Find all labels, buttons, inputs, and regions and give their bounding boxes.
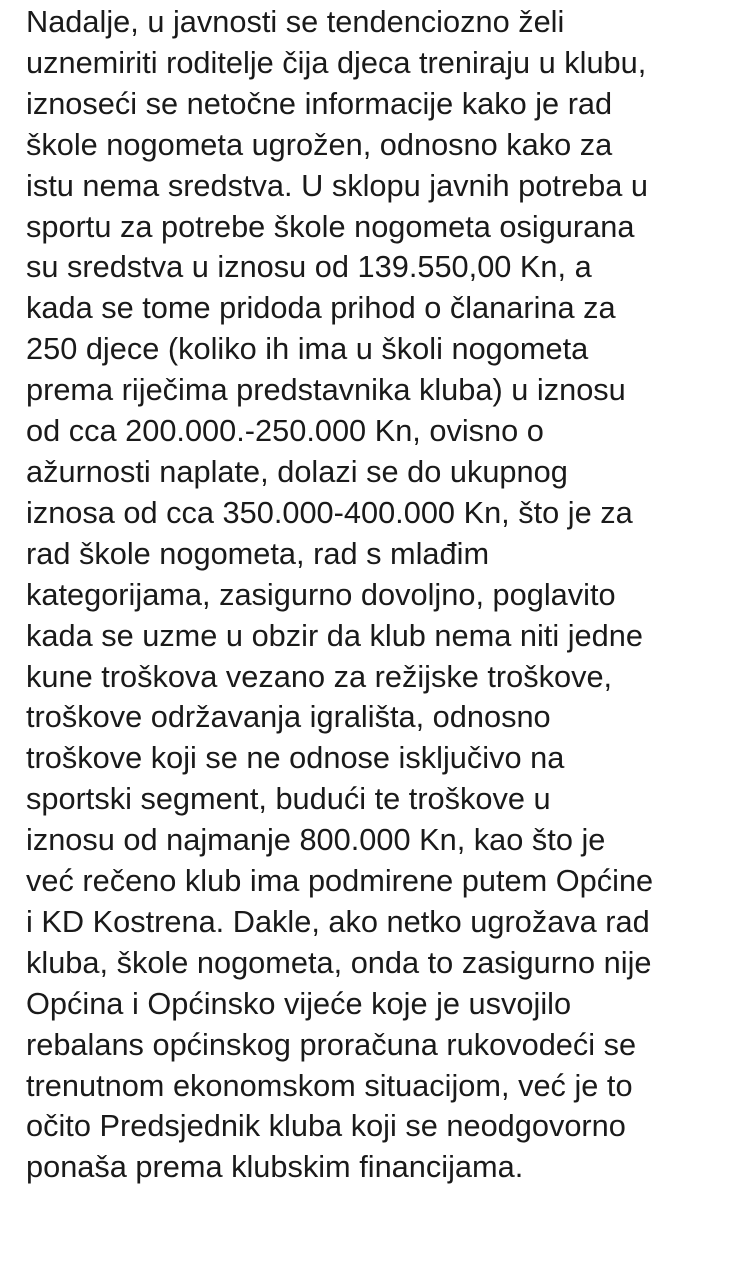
text-line: kada se uzme u obzir da klub nema niti jedne xyxy=(26,617,643,653)
text-line: škole nogometa ugrožen, odnosno kako za xyxy=(26,126,613,162)
text-line: kluba, škole nogometa, onda to zasigurno nije xyxy=(26,944,652,980)
text-line: Nadalje, u javnosti se tendenciozno želi xyxy=(26,4,565,39)
text-line: iznosu od najmanje 800.000 Kn, kao što je xyxy=(26,822,606,858)
text-line: ponaša prema klubskim financijama. xyxy=(26,1149,524,1185)
text-line: i KD Kostrena. Dakle, ako netko ugrožava rad xyxy=(26,903,650,939)
text-line: 250 djece (koliko ih ima u školi nogometa xyxy=(26,331,589,367)
text-line: već rečeno klub ima podmirene putem Općine xyxy=(26,863,654,899)
text-line: sportski segment, budući te troškove u xyxy=(26,781,551,817)
text-line: prema riječima predstavnika kluba) u iznosu xyxy=(26,372,626,408)
text-line: Općina i Općinsko vijeće koje je usvojilo xyxy=(26,985,572,1021)
text-line: kune troškova vezano za režijske troškove, xyxy=(26,658,613,694)
text-line: iznosa od cca 350.000-400.000 Kn, što je za xyxy=(26,494,633,530)
text-line: sportu za potrebe škole nogometa osigurana xyxy=(26,208,635,244)
text-line: troškove održavanja igrališta, odnosno xyxy=(26,699,551,735)
text-line: iznoseći se netočne informacije kako je rad xyxy=(26,85,613,121)
text-line: očito Predsjednik kluba koji se neodgovorno xyxy=(26,1108,626,1144)
text-line: ažurnosti naplate, dolazi se do ukupnog xyxy=(26,453,568,489)
text-line: su sredstva u iznosu od 139.550,00 Kn, a xyxy=(26,249,592,285)
text-line: kada se tome pridoda prihod o članarina za xyxy=(26,290,616,326)
text-line: trenutnom ekonomskom situacijom, već je to xyxy=(26,1067,633,1103)
text-line: istu nema sredstva. U sklopu javnih potreba u xyxy=(26,167,649,203)
text-line: uznemiriti roditelje čija djeca treniraju u klubu, xyxy=(26,44,647,80)
text-line: troškove koji se ne odnose isključivo na xyxy=(26,740,565,776)
text-line: rebalans općinskog proračuna rukovodeći se xyxy=(26,1026,637,1062)
text-line: rad škole nogometa, rad s mlađim xyxy=(26,535,490,571)
text-line: kategorijama, zasigurno dovoljno, poglavito xyxy=(26,576,616,612)
text-line: od cca 200.000.-250.000 Kn, ovisno o xyxy=(26,413,544,449)
